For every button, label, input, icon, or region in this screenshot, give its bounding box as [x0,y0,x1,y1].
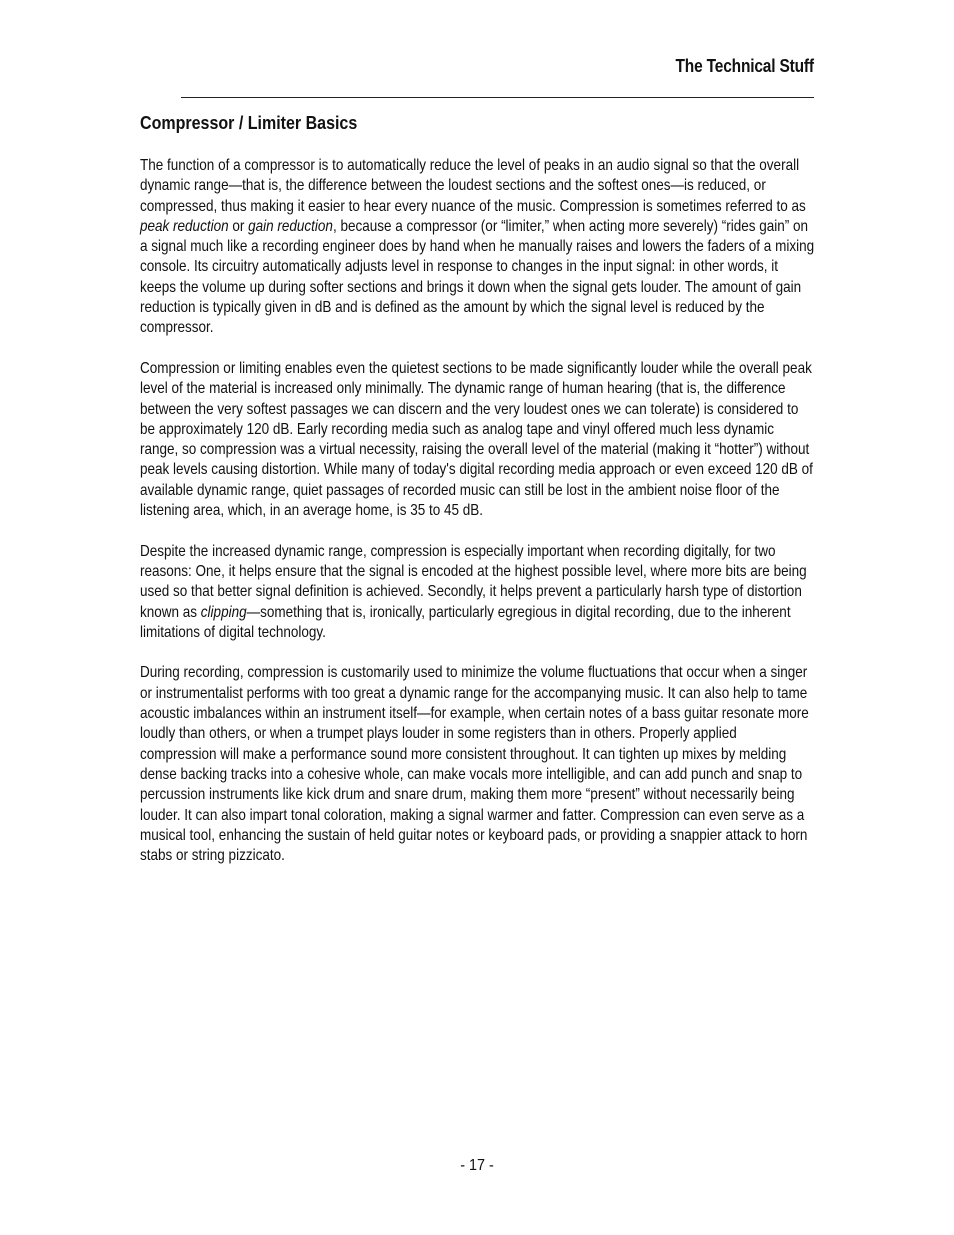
paragraph-1-term-gain-reduction: gain reduction [248,217,333,235]
paragraph-1 [140,156,815,339]
paragraph-3-term-clipping: clipping [200,603,247,621]
paragraph-1-text-a: The function of a compressor is to automatically reduce the level of peaks in an audio signal so that the overall dynamic range—that is, the difference between the loudest sections and the softest ones—is reduced, or compressed, thus making it easier to hear every nuance of the music. Compression is sometimes referred to as [140,157,806,215]
page-number: - 17 - [460,1157,494,1174]
paragraph-3-text-b: —something that is, ironically, particularly egregious in digital recording, due to the inherent limitations of digital technology. [140,603,791,641]
paragraph-1-term-peak-reduction: peak reduction [140,217,229,235]
running-header-title: The Technical Stuff [675,56,814,76]
paragraph-4: During recording, compression is customarily used to minimize the volume fluctuations that occur when a singer or instrumentalist performs with too great a dynamic range for the accompanying music. It can also help to tame acoustic imbalances within an instrument itself—for example, when certain notes of a bass guitar resonate more loudly than others, or when a trumpet plays louder in some registers than in others. Properly applied compression will make a performance sound more consistent throughout. It can tighten up mixes by melding dense backing tracks into a cohesive whole, can make vocals more intelligible, and can add punch and snap to percussion instruments like kick drum and snare drum, making them more “present” without necessarily being louder. It can also impart tonal coloration, making a signal warmer and fatter. Compression can even serve as a musical tool, enhancing the sustain of held guitar notes or keyboard pads, or providing a snappier attack to horn stabs or string pizzicato. [140,664,809,865]
paragraph-3-text-a: Despite the increased dynamic range, compression is especially important when recording digitally, for two reasons: One, it helps ensure that the signal is encoded at the highest possible level, where more bits are being used so that better signal definition is achieved. Secondly, it helps prevent a particularly harsh type of distortion known as [140,542,807,621]
page-content [140,112,815,887]
paragraph-1-text-c: , because a compressor (or “limiter,” when acting more severely) “rides gain” on a signal much like a recording engineer does by hand when he manually raises and lowers the faders of a mixing console. Its circuitry automatically adjusts level in response to changes in the input signal: in other words, it keeps the volume up during softer sections and brings it down when the signal gets louder. The amount of gain reduction is typically given in dB and is defined as the amount by which the signal level is reduced by the compressor. [140,217,815,337]
section-title: Compressor / Limiter Basics [140,112,358,133]
paragraph-3 [140,542,815,643]
paragraph-2: Compression or limiting enables even the quietest sections to be made significantly louder while the overall peak level of the material is increased only minimally. The dynamic range of human hearing (that is, the difference between the very softest passages we can discern and the very loudest ones we can tolerate) is considered to be approximately 120 dB. Early recording media such as analog tape and vinyl offered much less dynamic range, so compression was a virtual necessity, raising the overall level of the material (making it “hotter”) without peak levels causing distortion. While many of today's digital recording media approach or even exceed 120 dB of available dynamic range, quiet passages of recorded music can still be lost in the ambient noise floor of the listening area, which, in an average home, is 35 to 45 dB. [140,359,813,520]
paragraph-1-text-b: or [228,217,249,235]
header-divider [181,97,814,98]
